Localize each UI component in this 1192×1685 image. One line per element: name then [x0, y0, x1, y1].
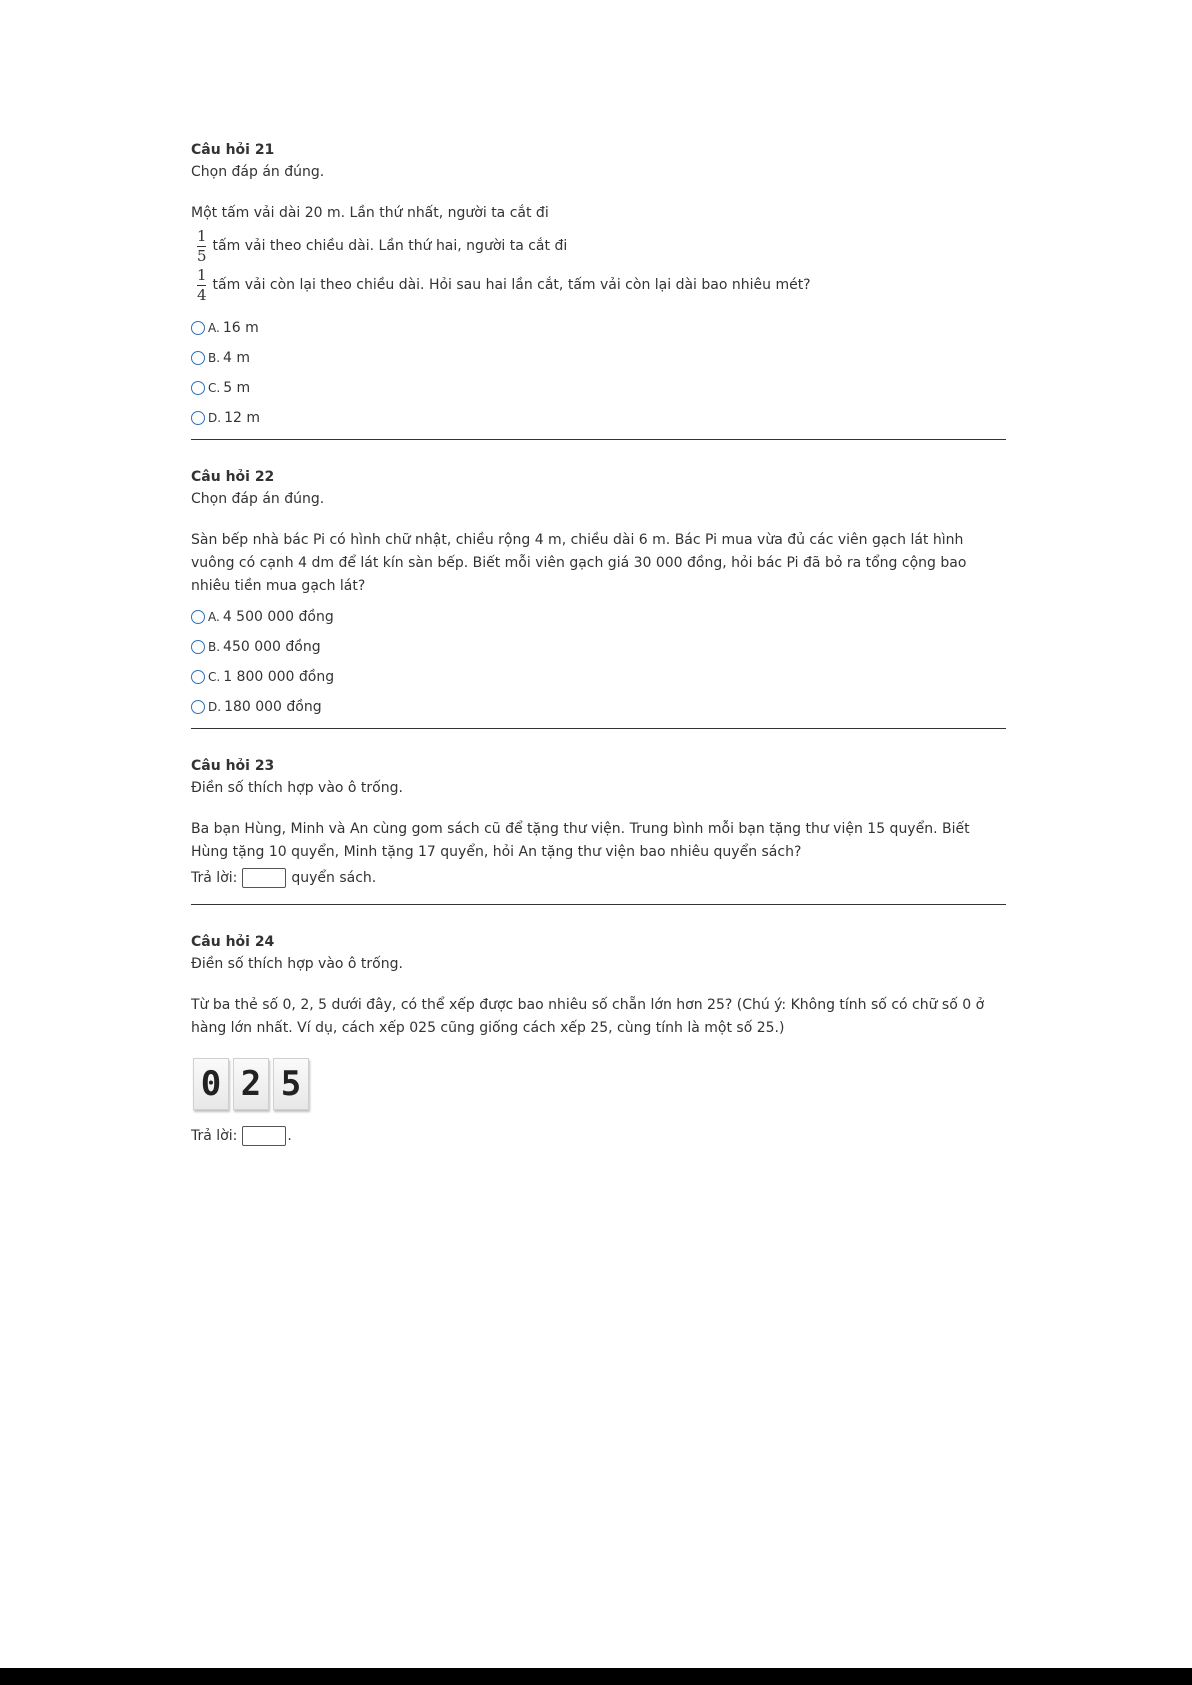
page-bottom-edge [0, 1668, 1192, 1685]
question-divider [191, 439, 1006, 440]
option-d[interactable] [191, 696, 1006, 718]
radio-icon[interactable] [191, 640, 205, 654]
option-text: 4 m [223, 350, 251, 366]
option-letter: B. [208, 351, 221, 365]
option-d[interactable] [191, 407, 1006, 429]
option-letter: D. [208, 700, 222, 714]
radio-icon[interactable] [191, 351, 205, 365]
question-text [191, 202, 1006, 303]
option-letter: A. [208, 321, 220, 335]
answer-label: Trả lời: [191, 870, 238, 886]
quiz-page [191, 140, 1006, 1148]
answer-suffix: quyển sách. [291, 870, 377, 886]
answer-line [191, 866, 1006, 890]
question-title: Câu hỏi 22 [191, 469, 275, 485]
fraction [197, 229, 207, 264]
question-text-line: Một tấm vải dài 20 m. Lần thứ nhất, người ta cắt đi [191, 205, 549, 221]
number-card: 5 [273, 1058, 309, 1110]
question-text: Sàn bếp nhà bác Pi có hình chữ nhật, chiều rộng 4 m, chiều dài 6 m. Bác Pi mua vừa đủ các viên gạch lát hình vuông có cạnh 4 dm để lát kín sàn bếp. Biết mỗi viên gạch giá 30 000 đồng, hỏi bác Pi đã bỏ ra tổng cộng bao nhiêu tiền mua gạch lát? [191, 532, 967, 594]
option-b[interactable] [191, 636, 1006, 658]
answer-options [191, 606, 1006, 718]
question-instruction: Điền số thích hợp vào ô trống. [191, 780, 403, 796]
option-a[interactable] [191, 606, 1006, 628]
question-text-line: tấm vải còn lại theo chiều dài. Hỏi sau hai lần cắt, tấm vải còn lại dài bao nhiêu mét? [212, 277, 811, 293]
question-instruction: Điền số thích hợp vào ô trống. [191, 956, 403, 972]
question-divider [191, 728, 1006, 729]
option-text: 5 m [223, 380, 251, 396]
fraction-numerator: 1 [197, 266, 207, 284]
question-22 [191, 467, 1006, 718]
number-card: 2 [233, 1058, 269, 1110]
answer-input[interactable] [242, 1126, 286, 1146]
fraction-denominator: 4 [197, 286, 207, 304]
question-instruction: Chọn đáp án đúng. [191, 491, 325, 507]
answer-suffix: . [287, 1128, 292, 1144]
question-title: Câu hỏi 21 [191, 142, 275, 158]
radio-icon[interactable] [191, 381, 205, 395]
answer-label: Trả lời: [191, 1128, 238, 1144]
option-letter: C. [208, 670, 221, 684]
question-divider [191, 904, 1006, 905]
radio-icon[interactable] [191, 670, 205, 684]
answer-options [191, 317, 1006, 429]
radio-icon[interactable] [191, 321, 205, 335]
answer-input[interactable] [242, 868, 286, 888]
option-letter: D. [208, 411, 222, 425]
option-c[interactable] [191, 666, 1006, 688]
question-24 [191, 932, 1006, 1148]
option-letter: A. [208, 610, 220, 624]
fraction-numerator: 1 [197, 227, 207, 245]
option-text: 180 000 đồng [224, 699, 322, 715]
option-letter: B. [208, 640, 221, 654]
question-title: Câu hỏi 23 [191, 758, 275, 774]
question-21 [191, 140, 1006, 429]
number-card: 0 [193, 1058, 229, 1110]
option-text: 12 m [224, 410, 260, 426]
radio-icon[interactable] [191, 411, 205, 425]
option-text: 450 000 đồng [223, 639, 321, 655]
question-text-line: tấm vải theo chiều dài. Lần thứ hai, người ta cắt đi [212, 238, 568, 254]
radio-icon[interactable] [191, 610, 205, 624]
question-text: Ba bạn Hùng, Minh và An cùng gom sách cũ để tặng thư viện. Trung bình mỗi bạn tặng thư viện 15 quyển. Biết Hùng tặng 10 quyển, Minh tặng 17 quyển, hỏi An tặng thư viện bao nhiêu quyển sách? [191, 821, 970, 860]
option-text: 16 m [222, 320, 259, 336]
option-a[interactable] [191, 317, 1006, 339]
option-letter: C. [208, 381, 221, 395]
fraction [197, 268, 207, 303]
question-instruction: Chọn đáp án đúng. [191, 164, 325, 180]
fraction-denominator: 5 [197, 247, 207, 265]
option-c[interactable] [191, 377, 1006, 399]
question-text: Từ ba thẻ số 0, 2, 5 dưới đây, có thể xếp được bao nhiêu số chẵn lớn hơn 25? (Chú ý: Không tính số có chữ số 0 ở hàng lớn nhất. Ví dụ, cách xếp 025 cũng giống cách xếp 25, cùng tính là một số 25.) [191, 997, 985, 1036]
radio-icon[interactable] [191, 700, 205, 714]
option-text: 1 800 000 đồng [223, 669, 335, 685]
option-b[interactable] [191, 347, 1006, 369]
option-text: 4 500 000 đồng [222, 609, 334, 625]
question-title: Câu hỏi 24 [191, 934, 275, 950]
question-23 [191, 756, 1006, 890]
answer-line [191, 1124, 1006, 1148]
number-cards [193, 1058, 1006, 1110]
